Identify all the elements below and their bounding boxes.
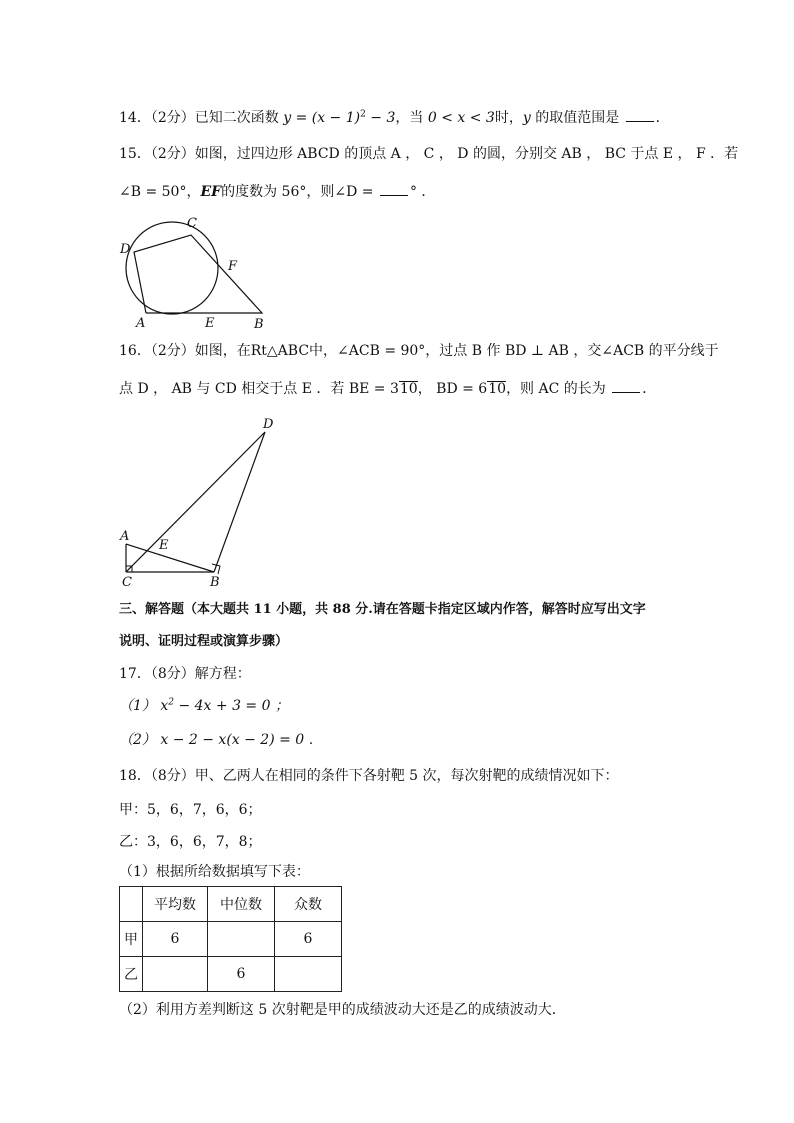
q18-yi-scores: 乙：3，6，6，7，8；: [119, 834, 262, 850]
label-C: C: [122, 575, 132, 590]
label-E: E: [159, 538, 169, 553]
section3-heading: 三、解答题（本大题共 11 小题，共 88 分.请在答题卡指定区域内作答，解答时应写出文字: [119, 602, 646, 617]
table-row: 乙 6: [120, 957, 342, 992]
label-B: B: [210, 575, 220, 590]
q17-title: 17．（8分）解方程：: [119, 666, 251, 682]
q18-jia-scores: 甲：5，6，7，6，6；: [119, 802, 262, 818]
q17-part1: （1） $x^2 - 4x + 3 = 0$ ；: [119, 697, 289, 714]
section3-heading-cont: 说明、证明过程或演算步骤）: [119, 634, 289, 649]
table-header-row: [120, 887, 342, 922]
q18-title: 18．（8分）甲、乙两人在相同的条件下各射靶 5 次，每次射靶的成绩情况如下：: [119, 768, 619, 784]
segment-bd: [214, 432, 265, 572]
q18-part2: （2）利用方差判断这 5 次射靶是甲的成绩波动大还是乙的成绩波动大．: [119, 1002, 566, 1018]
q16-figure: [112, 412, 292, 592]
q14-line: 14．（2分）已知二次函数 $y = (x - 1)^2 - 3$，当 0 < x < 3时，y 的取值范围是 ．: [119, 109, 670, 126]
label-B: B: [254, 317, 264, 332]
q14-points: （2分）: [150, 110, 195, 126]
score-table: [119, 886, 342, 992]
header-mean: 平均数: [143, 887, 208, 922]
table-row: 甲 6 6: [120, 922, 342, 957]
q17-part2: （2） x − 2 − x(x − 2) = 0 ．: [119, 732, 323, 748]
label-F: F: [228, 259, 238, 274]
sqrt-10: 10: [488, 381, 507, 397]
q15-line1: 15．（2分）如图，过四边形 ABCD 的顶点 A ， C ， D 的圆，分别交 AB ， BC 于点 E ， F ．若: [119, 146, 739, 162]
q14-number: 14．: [119, 110, 151, 126]
label-D: D: [263, 417, 274, 432]
q15-line2: ∠B = 50°，EF的度数为 56°，则∠D = ° ．: [119, 184, 436, 200]
q15-figure: [112, 212, 282, 334]
header-median: 中位数: [208, 887, 275, 922]
sqrt-10: 10: [399, 381, 418, 397]
q16-line1: 16．（2分）如图，在Rt△ABC中，∠ACB = 90°，过点 B 作 BD ⊥ AB ，交∠ACB 的平分线于: [119, 343, 719, 359]
q15-quadrilateral: [134, 235, 262, 313]
label-E: E: [205, 316, 215, 331]
answer-blank: [612, 379, 640, 393]
label-A: A: [136, 316, 146, 331]
segment-cd: [126, 432, 265, 572]
q14-condition: 0 < x < 3: [427, 110, 495, 126]
label-C: C: [187, 216, 197, 231]
header-mode: 众数: [275, 887, 342, 922]
label-D: D: [120, 242, 131, 257]
q15-circle: [126, 222, 218, 314]
label-A: A: [120, 529, 130, 544]
answer-blank: [380, 182, 408, 196]
q18-part1: （1）根据所给数据填写下表：: [119, 864, 310, 880]
answer-blank: [626, 108, 654, 122]
q14-function: y = (x − 1): [283, 110, 361, 126]
arc-ef: EF: [200, 184, 222, 200]
q16-line2: 点 D ， AB 与 CD 相交于点 E ．若 BE = 310， BD = 610，则 AC 的长为 ．: [119, 381, 657, 397]
